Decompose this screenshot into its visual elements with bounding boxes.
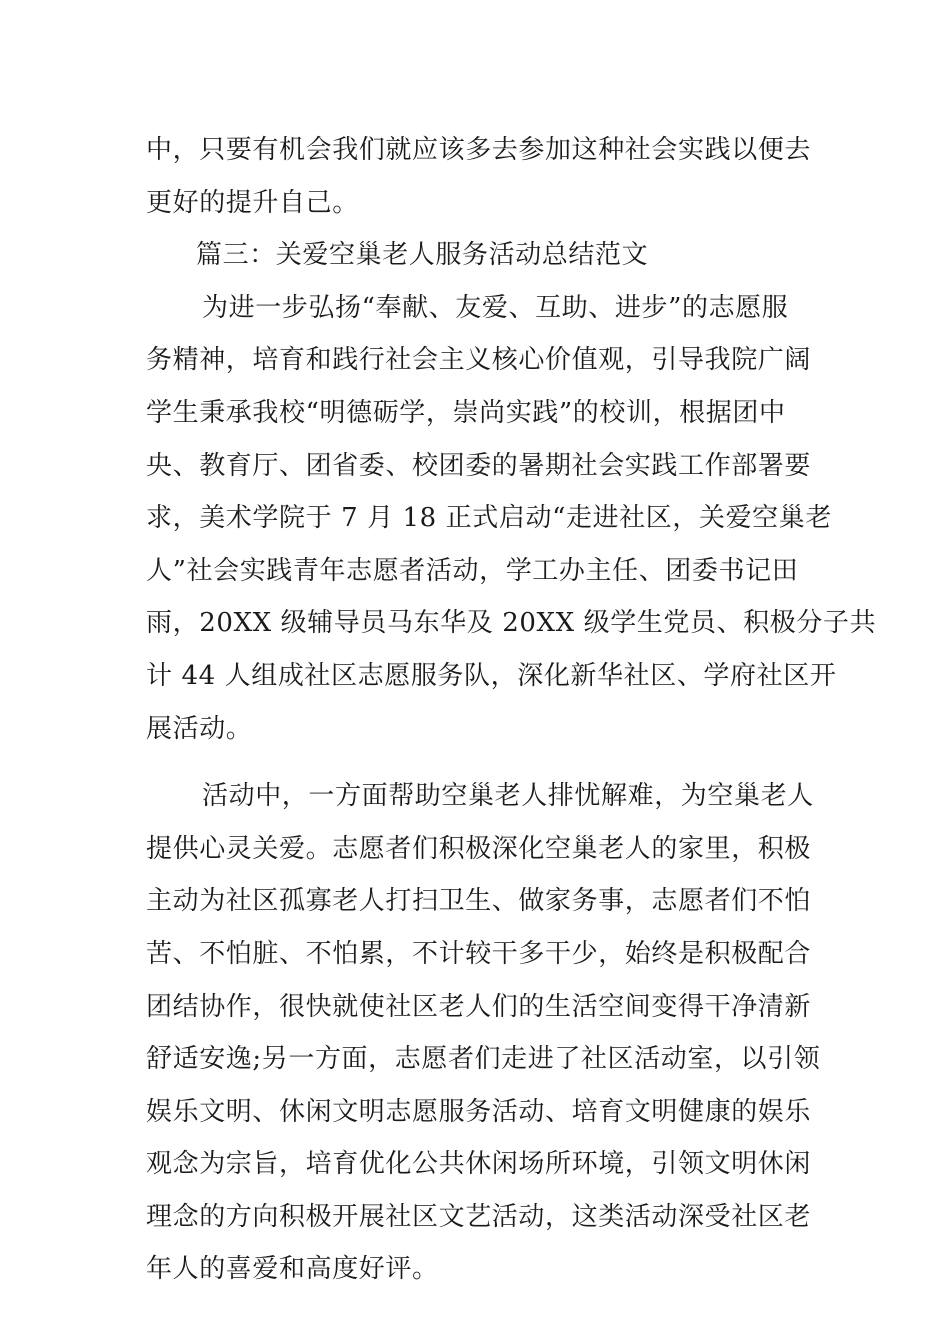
document-body (146, 124, 877, 1296)
text-line: 主动为社区孤寡老人打扫卫生、做家务事，志愿者们不怕 (146, 886, 812, 917)
text-line: 务精神，培育和践行社会主义核心价值观，引导我院广阔 (146, 345, 812, 376)
text-line: 央、教育厅、团省委、校团委的暑期社会实践工作部署要 (146, 450, 812, 481)
text-line: 展活动。 (146, 713, 253, 744)
text-line: 计 44 人组成社区志愿服务队，深化新华社区、学府社区开 (146, 660, 837, 691)
text-line: 学生秉承我校“明德砺学，崇尚实践”的校训，根据团中 (146, 397, 786, 428)
text-line: 为进一步弘扬“奉献、友爱、互助、进步”的志愿服 (202, 292, 789, 323)
text-line: 求，美术学院于 7 月 18 正式启动“走进社区，关爱空巢老 (146, 503, 832, 534)
text-line: 年人的喜爱和高度好评。 (146, 1254, 439, 1285)
text-line: 观念为宗旨，培育优化公共休闲场所环境，引领文明休闲 (146, 1149, 812, 1180)
text-line: 雨，20XX 级辅导员马东华及 20XX 级学生党员、积极分子共 (146, 608, 877, 639)
paragraph-gap (146, 755, 810, 770)
text-line: 更好的提升自己。 (146, 187, 359, 218)
text-line: 娱乐文明、休闲文明志愿服务活动、培育文明健康的娱乐 (146, 1096, 812, 1127)
text-line: 活动中，一方面帮助空巢老人排忧解难，为空巢老人 (202, 781, 814, 812)
text-line: 理念的方向积极开展社区文艺活动，这类活动深受社区老 (146, 1201, 812, 1232)
text-line: 中，只要有机会我们就应该多去参加这种社会实践以便去 (146, 135, 812, 165)
text-line: 团结协作，很快就使社区老人们的生活空间变得干净清新 (146, 991, 812, 1022)
text-line: 舒适安逸;另一方面，志愿者们走进了社区活动室，以引领 (146, 1044, 821, 1075)
text-line: 人”社会实践青年志愿者活动，学工办主任、团委书记田 (146, 555, 799, 586)
section-heading: 篇三：关爱空巢老人服务活动总结范文 (196, 240, 649, 271)
text-line: 苦、不怕脏、不怕累，不计较干多干少，始终是积极配合 (146, 938, 812, 969)
text-line: 提供心灵关爱。志愿者们积极深化空巢老人的家里，积极 (146, 833, 812, 864)
